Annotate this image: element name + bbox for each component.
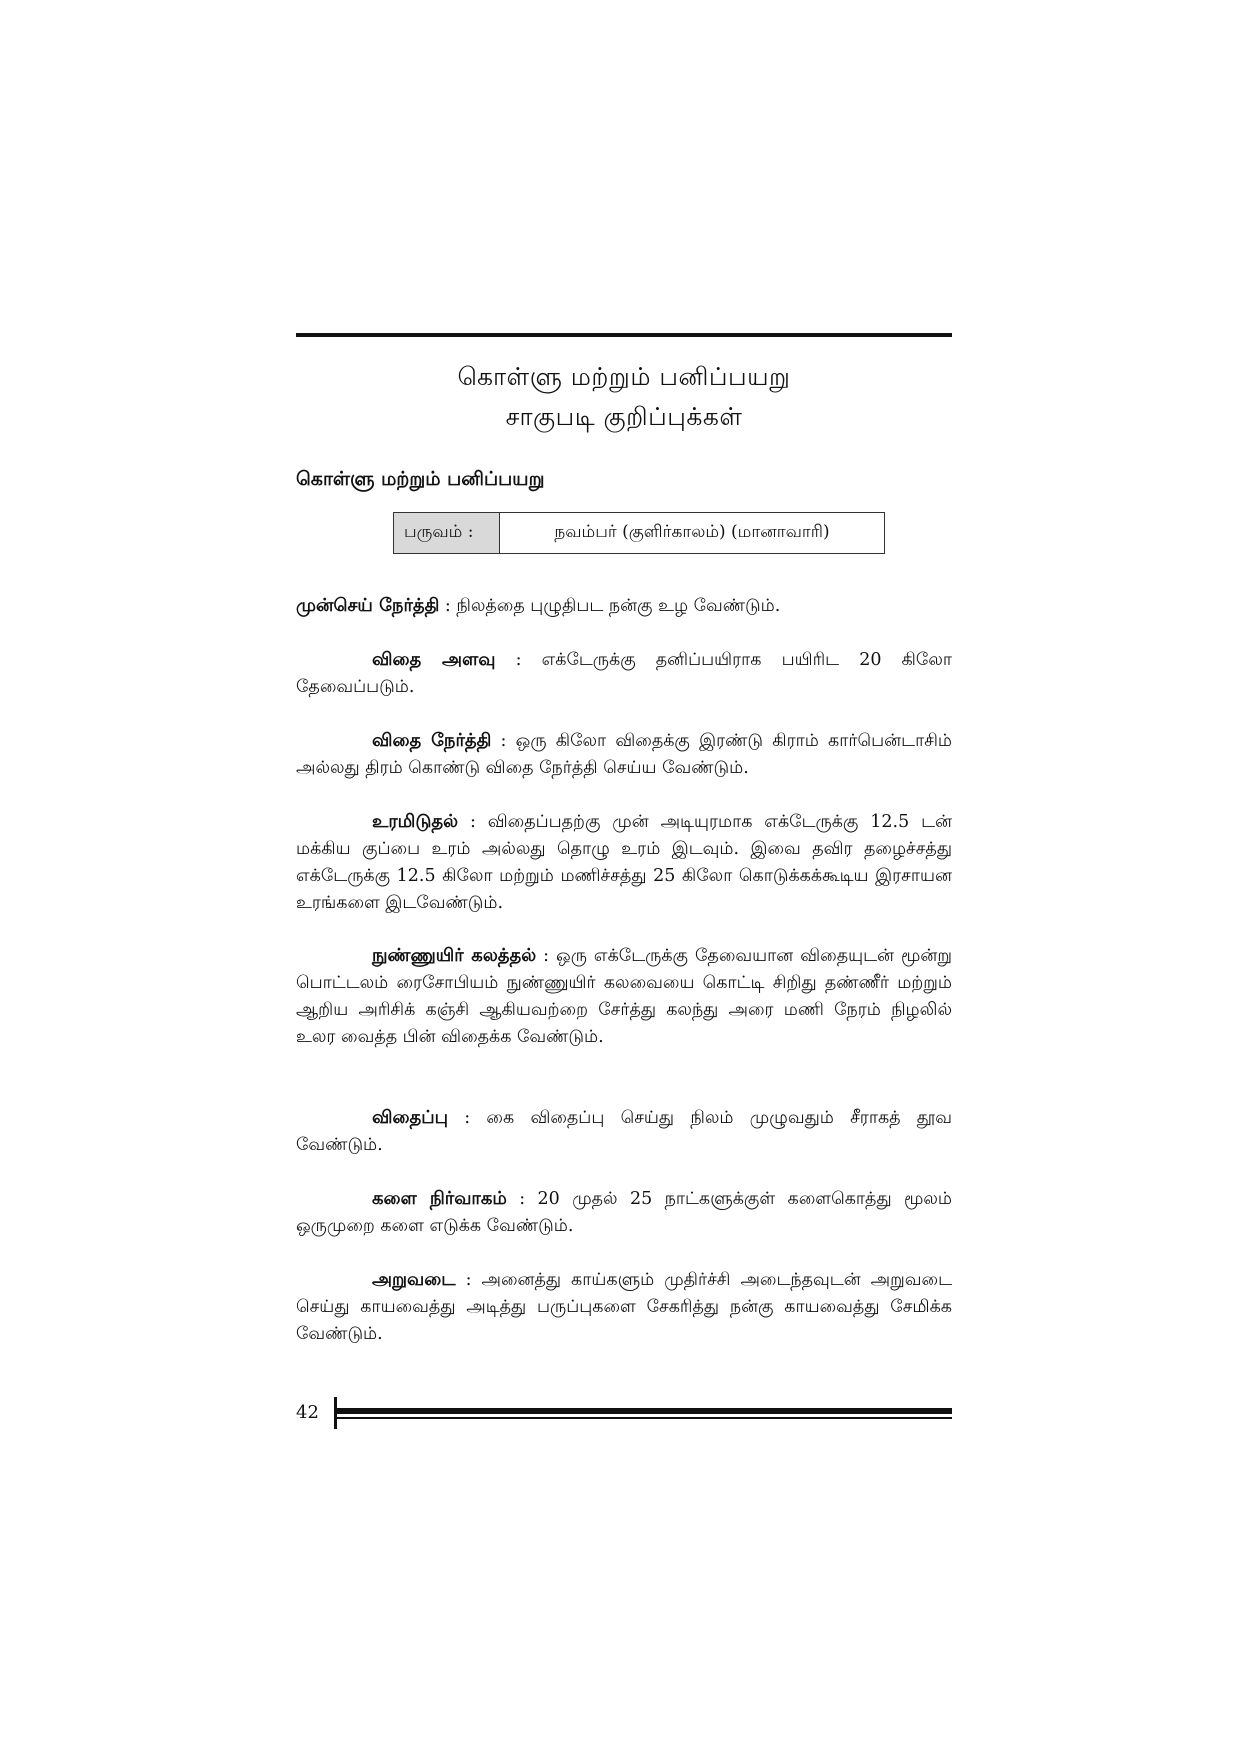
text: : விதைப்பதற்கு முன் அடியுரமாக எக்டேருக்கு 12.5 டன் மக்கிய குப்பை உரம் அல்லது தொழு உரம் இடவும். இவை தவிர தழைச்சத்து எக்டேருக்கு 12.5 கிலோ மற்றும் மணிச்சத்து 25 கிலோ கொடுக்கக்கூடிய இரசாயன உரங்களை இடவேண்டும். (296, 812, 952, 913)
text: : அனைத்து காய்களும் முதிர்ச்சி அடைந்தவுடன் அறுவடை செய்து காயவைத்து அடித்து பருப்புகளை சேகரித்து நன்கு காயவைத்து சேமிக்க வேண்டும். (296, 1270, 952, 1344)
paragraph-seed-rate (296, 646, 952, 701)
paragraph-weed-management (296, 1185, 952, 1240)
paragraph-seed-treatment (296, 727, 952, 782)
text: : கை விதைப்பு செய்து நிலம் முழுவதும் சீராகத் தூவ வேண்டும். (296, 1108, 952, 1155)
footer-rule-thin (337, 1417, 952, 1419)
season-value: நவம்பர் (குளிர்காலம்) (மானாவாரி) (554, 522, 830, 542)
paragraph-land-preparation (296, 592, 952, 620)
term: விதைப்பு (372, 1107, 449, 1128)
page-number: 42 (296, 1402, 319, 1423)
paragraph-manuring (296, 808, 952, 917)
section-heading: கொள்ளு மற்றும் பனிப்பயறு (296, 468, 545, 490)
term: உரமிடுதல் (372, 811, 459, 832)
term: விதை நேர்த்தி (372, 730, 492, 751)
text: : ஒரு கிலோ விதைக்கு இரண்டு கிராம் கார்பென்டாசிம் அல்லது திரம் கொண்டு விதை நேர்த்தி செய்ய வேண்டும். (296, 731, 952, 778)
term: அறுவடை (372, 1269, 456, 1290)
term: நுண்ணுயிர் கலத்தல் (372, 945, 537, 966)
season-box (393, 512, 885, 554)
term: முன்செய் நேர்த்தி (296, 595, 440, 616)
text: : 20 முதல் 25 நாட்களுக்குள் களைகொத்து மூலம் ஒருமுறை களை எடுக்க வேண்டும். (296, 1189, 953, 1236)
text: : எக்டேருக்கு தனிப்பயிராக பயிரிட 20 கிலோ தேவைப்படும். (296, 650, 952, 697)
footer-rule-thick (337, 1408, 952, 1414)
text: : ஒரு எக்டேருக்கு தேவையான விதையுடன் மூன்று பொட்டலம் ரைசோபியம் நுண்ணுயிர் கலவையை கொட்டி சிறிது தண்ணீர் மற்றும் ஆறிய அரிசிக் கஞ்சி ஆகியவற்றை சேர்த்து கலந்து அரை மணி நேரம் நிழலில் உலர வைத்த பின் விதைக்க வேண்டும். (296, 946, 952, 1047)
page-title-line-2: சாகுபடி குறிப்புக்கள் (505, 402, 743, 431)
term: களை நிர்வாகம் (372, 1188, 507, 1209)
season-label: பருவம் : (394, 513, 500, 553)
paragraph-biofertilizer (296, 942, 952, 1051)
top-rule (296, 333, 952, 337)
paragraph-sowing (296, 1104, 952, 1159)
paragraph-harvest (296, 1266, 952, 1348)
page-title-line-1: கொள்ளு மற்றும் பனிப்பயறு (457, 362, 791, 391)
term: விதை அளவு (372, 649, 496, 670)
text: : நிலத்தை புழுதிபட நன்கு உழ வேண்டும். (439, 596, 781, 616)
